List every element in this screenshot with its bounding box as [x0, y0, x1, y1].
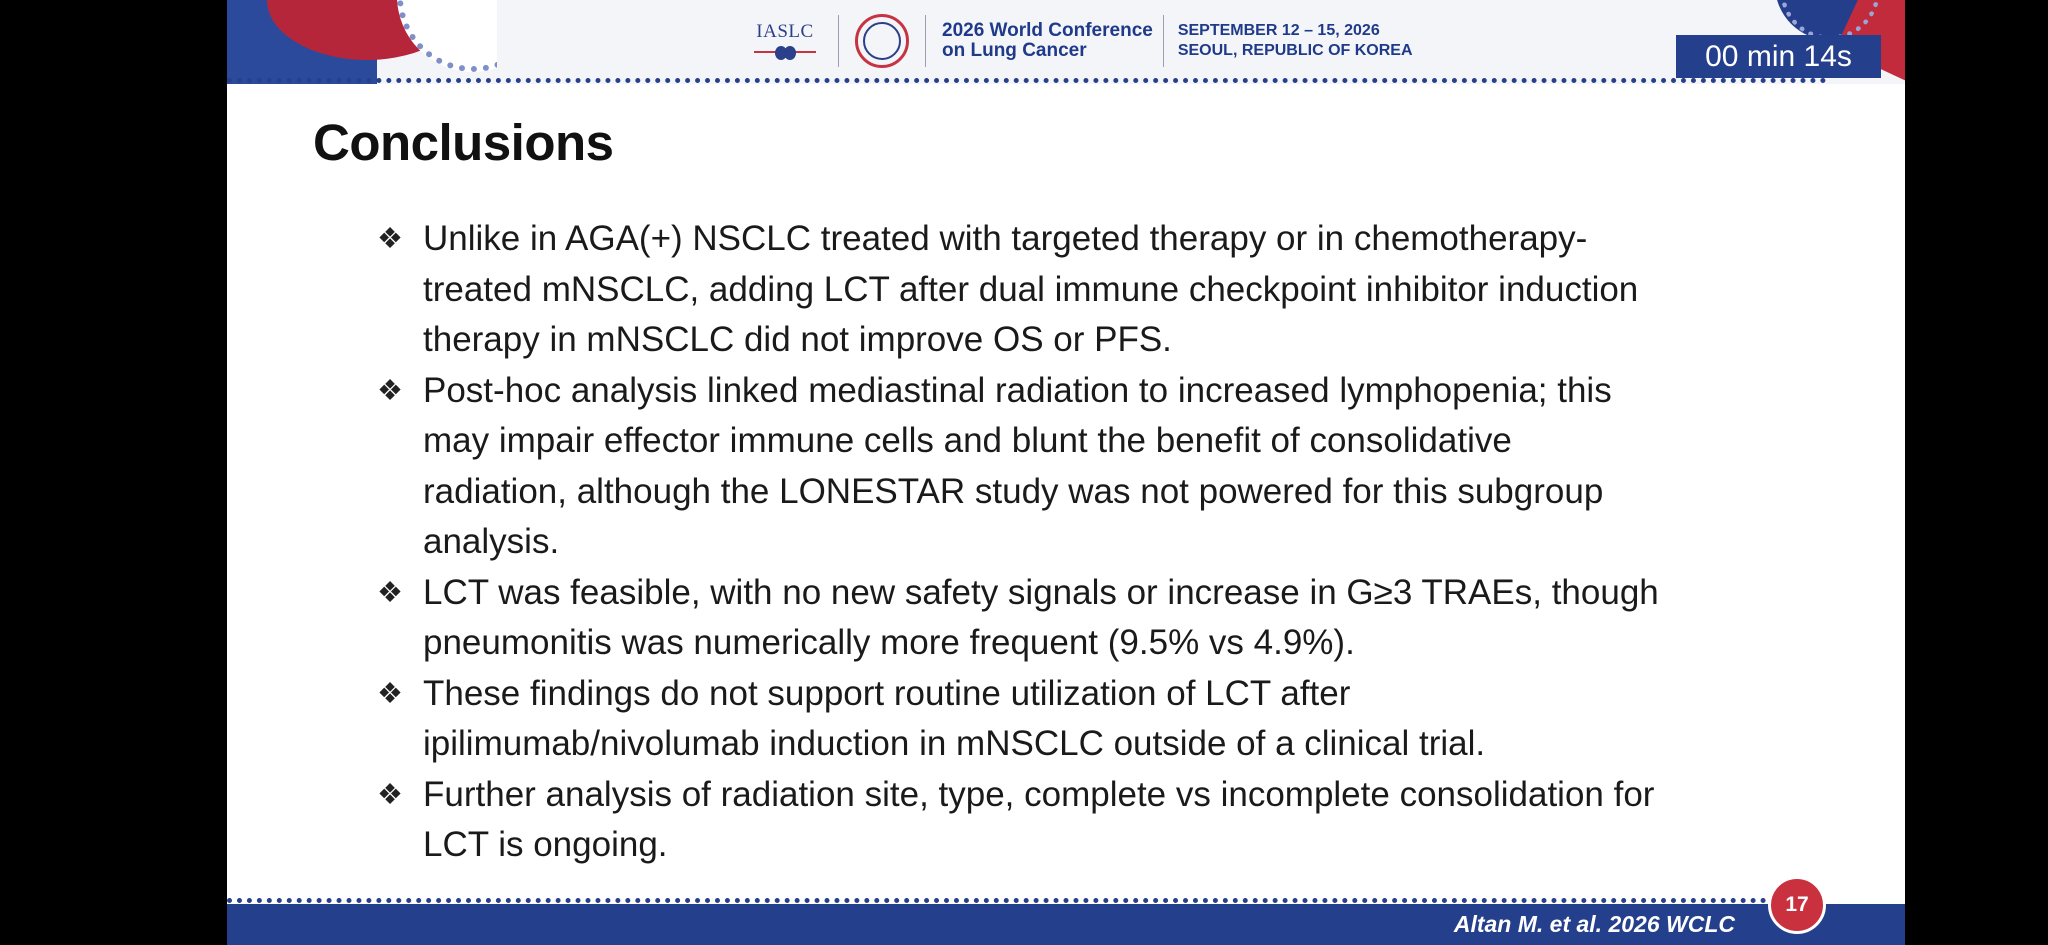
conclusion-text-line: may impair effector immune cells and blunt the benefit of consolidative	[423, 421, 1512, 460]
conclusion-text	[423, 770, 1897, 871]
conclusion-text	[423, 568, 1897, 669]
conclusion-text-line: radiation, although the LONESTAR study was not powered for this subgroup	[423, 471, 1604, 511]
lung-icon	[754, 43, 816, 61]
conclusion-text-line: Further analysis of radiation site, type, complete vs incomplete consolidation for	[423, 774, 1655, 814]
slide-title: Conclusions	[313, 114, 614, 171]
diamond-cluster-icon: ❖	[377, 223, 403, 255]
slide	[227, 0, 1905, 945]
diamond-cluster-icon: ❖	[377, 677, 403, 710]
conclusion-item	[377, 214, 1897, 366]
conclusion-text-line: Post-hoc analysis linked mediastinal radiation to increased lymphopenia; this	[423, 370, 1612, 410]
divider	[1163, 15, 1164, 67]
conclusions-list	[377, 214, 1897, 871]
citation: Altan M. et al. 2026 WCLC	[1453, 911, 1735, 937]
diamond-cluster-icon: ❖	[377, 778, 403, 811]
elapsed-timer: 00 min 14s	[1676, 35, 1881, 78]
slide-footer	[227, 904, 1905, 945]
conference-seal-icon	[855, 14, 909, 68]
diamond-cluster-icon: ❖	[377, 576, 403, 609]
conclusion-item	[377, 669, 1897, 770]
page-number-badge: 17	[1768, 876, 1826, 934]
conclusion-text-line: pneumonitis was numerically more frequent (9.5% vs 4.9%).	[423, 623, 1355, 662]
conclusion-text	[423, 669, 1897, 770]
conclusion-text-line: LCT is ongoing.	[423, 825, 668, 864]
conference-name: 2026 World Conference on Lung Cancer	[942, 20, 1153, 61]
conference-logo	[754, 12, 1413, 70]
conclusion-text	[423, 214, 1897, 366]
conclusion-text-line: LCT was feasible, with no new safety signals or increase in G≥3 TRAEs, though	[423, 572, 1659, 612]
conclusion-text-line: therapy in mNSCLC did not improve OS or PFS.	[423, 320, 1172, 359]
conclusion-text-line: treated mNSCLC, adding LCT after dual immune checkpoint inhibitor induction	[423, 269, 1639, 309]
conclusion-text-line: These findings do not support routine utilization of LCT after	[423, 673, 1351, 713]
header-decoration-left	[227, 0, 497, 84]
divider	[838, 15, 839, 67]
conclusion-text-line: ipilimumab/nivolumab induction in mNSCLC outside of a clinical trial.	[423, 724, 1486, 763]
conclusion-text-line: Unlike in AGA(+) NSCLC treated with targeted therapy or in chemotherapy-	[423, 219, 1588, 258]
divider	[925, 15, 926, 67]
conclusion-item	[377, 366, 1897, 568]
conference-date-location: SEPTEMBER 12 – 15, 2026 SEOUL, REPUBLIC OF KOREA	[1177, 22, 1413, 59]
conclusion-text-line: analysis.	[423, 522, 560, 561]
diamond-cluster-icon: ❖	[377, 374, 403, 407]
header-dotted-divider	[227, 78, 1827, 83]
conclusion-item	[377, 568, 1897, 669]
conclusion-item	[377, 770, 1897, 871]
slide-header	[227, 0, 1905, 84]
conclusion-text	[423, 366, 1897, 568]
iaslc-text: IASLC	[756, 21, 814, 42]
iaslc-logo	[754, 21, 816, 61]
footer-dotted-divider	[227, 898, 1807, 903]
